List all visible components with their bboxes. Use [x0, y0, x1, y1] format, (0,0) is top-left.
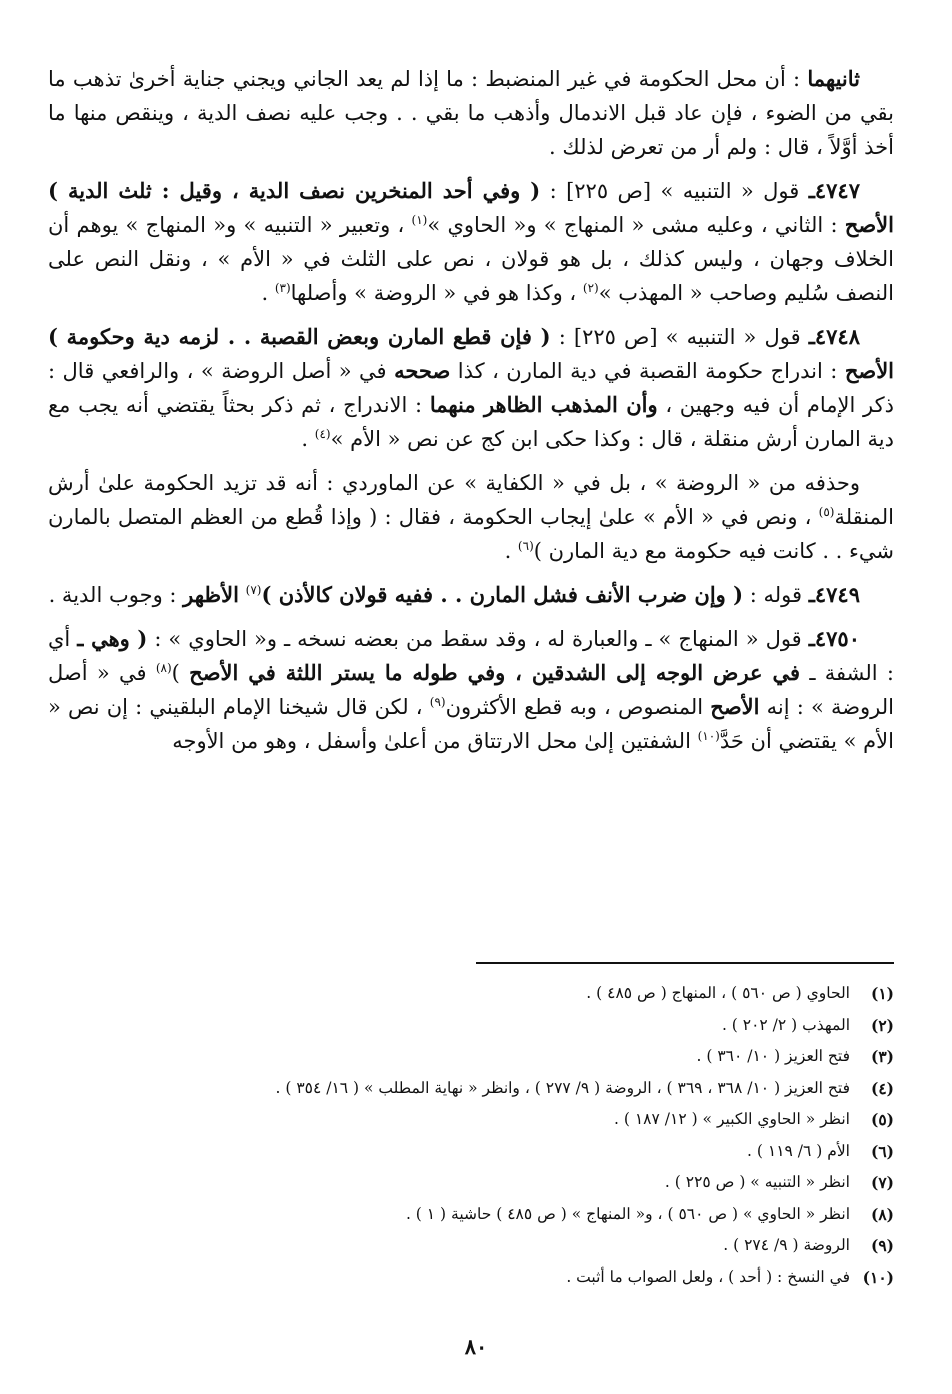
footnote [48, 1262, 894, 1294]
footnote-ref: (٤) [314, 427, 331, 441]
footnote-ref: (٨) [155, 661, 172, 675]
footnote-text: انظر « التنبيه » ( ص ٢٢٥ ) . [664, 1173, 850, 1191]
text-run: : الاندراج ، ثم ذكر بحثاً يقتضي أنه يجب مع دية المارن أرش منقلة ، قال : وكذا حكى ابن كج عن نص « الأم » [48, 393, 894, 451]
text-run: ، وتعبير « التنبيه » و« المنهاج » يوهم أن الخلاف وجهان ، وليس كذلك ، بل هو قولان ، نص على الثلث في « الأم » ، ونقل النص على النصف سُليم وصاحب « المهذب » [48, 213, 894, 305]
footnote-ref: (٣) [274, 281, 291, 295]
footnote-ref: (٦) [517, 539, 534, 553]
text-run: المنصوص ، وبه قطع الأكثرون [445, 695, 711, 719]
footnote-number: (٨) [870, 1204, 894, 1224]
footnote-ref: (٧) [245, 583, 262, 597]
footnotes [48, 978, 894, 1293]
page-number: ٨٠ [464, 1334, 488, 1359]
footnote [48, 1073, 894, 1105]
text-run: . [301, 427, 315, 451]
footnote-text: الأم ( ٦/ ١١٩ ) . [747, 1141, 850, 1160]
footnote-number: (٣) [870, 1047, 894, 1066]
paragraph [48, 174, 894, 310]
footnote [48, 1230, 894, 1262]
bold-text: ( وهي ـ [77, 626, 148, 651]
text-run: : أن محل الحكومة في غير المنضبط : ما إذا لم يعد الجاني ويجني جناية أخرىٰ تذهب ما بقي من الضوء ، فإن عاد قبل الاندمال وأذهب ما بقي . . وجب عليه نصف الدية ، وينقص منها ما أخذ أوَّلاً ، قال : ولم أر من تعرض لذلك . [48, 67, 894, 159]
text-run: في « أصل الروضة » ، والرافعي قال : ذكر الإمام أن فيه وجهين ، [48, 359, 894, 417]
text-run: : اندراج حكومة القصبة في دية المارن ، كذا [450, 359, 845, 383]
bold-text: ثانيهما [807, 66, 860, 91]
bold-text: الأصح [710, 694, 760, 719]
footnote-text: انظر « الحاوي الكبير » ( ١٢/ ١٨٧ ) . [614, 1110, 850, 1128]
footnote [48, 1199, 894, 1231]
footnote-ref: (٥) [818, 505, 835, 519]
footnote-separator [476, 962, 894, 964]
footnote-number: (٥) [870, 1110, 894, 1129]
text-run: قوله : [743, 583, 809, 607]
text-run: . [504, 539, 518, 563]
paragraph [48, 622, 894, 758]
text-run: ، لكن قال شيخنا الإمام البلقيني : إن نص « الأم » يقتضي أن حَدَّ [48, 695, 894, 753]
bold-text: ( وإن ضرب الأنف فشل المارن . . ففيه قولان كالأذن ) [261, 582, 744, 607]
bold-text: وأن المذهب الظاهر منهما [429, 392, 658, 417]
footnote [48, 1104, 894, 1136]
footnote-number: (٧) [870, 1173, 894, 1192]
bold-text: ٤٧٤٧ـ [808, 178, 860, 203]
footnote-number: (١) [870, 984, 894, 1003]
text-run: أي : الشفة ـ [48, 627, 894, 685]
footnote-number: (٢) [870, 1015, 894, 1035]
footnote-ref: (٩) [429, 695, 446, 709]
bold-text: ٤٧٤٨ـ [808, 324, 860, 349]
footnote [48, 1167, 894, 1199]
footnote-text: فتح العزيز ( ١٠/ ٣٦٨ ، ٣٦٩ ) ، الروضة ( ٩/ ٢٧٧ ) ، وانظر « نهاية المطلب » ( ١٦/ ٣٥٤ ) . [275, 1078, 850, 1097]
text-run: قول « التنبيه » [ص ٢٢٥] : [540, 179, 809, 203]
bold-text: ٤٧٥٠ـ [808, 626, 860, 651]
bold-text: ٤٧٤٩ـ [808, 582, 860, 607]
text-run: : وجوب الدية . [48, 583, 184, 607]
footnote-text: الروضة ( ٩/ ٢٧٤ ) . [723, 1236, 850, 1254]
text-run: قول « التنبيه » [ص ٢٢٥] : [550, 325, 809, 349]
footnote-number: (١٠) [862, 1267, 894, 1287]
footnote-ref: (١) [411, 213, 428, 227]
text-run: : الثاني ، وعليه مشى « المنهاج » و« الحاوي » [427, 213, 845, 237]
paragraph [48, 578, 894, 612]
footnote [48, 1041, 894, 1073]
bold-text: ( فإن قطع المارن وبعض القصبة . . لزمه دية وحكومة ) الأصح [48, 324, 895, 383]
footnote [48, 1010, 894, 1042]
text-run: . [261, 281, 275, 305]
footnote-number: (٤) [870, 1078, 894, 1098]
text-run: الشفتين إلىٰ محل الارتتاق من أعلىٰ وأسفل ، وهو من الأوجه [172, 729, 698, 753]
footnote-number: (٩) [870, 1236, 894, 1255]
footnote-ref: (١٠) [697, 729, 720, 743]
footnote [48, 978, 894, 1010]
paragraph [48, 62, 894, 164]
footnote-text: الحاوي ( ص ٥٦٠ ) ، المنهاج ( ص ٤٨٥ ) . [586, 984, 850, 1002]
footnote [48, 1136, 894, 1168]
bold-text: في عرض الوجه إلى الشدقين ، وفي طوله ما يستر اللثة في الأصح [189, 660, 801, 685]
paragraph [48, 466, 894, 568]
footnote-text: انظر « الحاوي » ( ص ٥٦٠ ) ، و« المنهاج » ( ص ٤٨٥ ) حاشية ( ١ ) . [405, 1204, 850, 1223]
paragraph [48, 320, 894, 456]
bold-text: صححه [394, 358, 451, 383]
text-run: ، ونص في « الأم » علىٰ إيجاب الحكومة ، فقال : ( وإذا قُطع من العظم المتصل بالمارن شيء . . كانت فيه حكومة مع دية المارن ) [48, 505, 894, 563]
text-run [239, 583, 246, 607]
footnote-number: (٦) [870, 1141, 894, 1161]
text-run: ) [171, 661, 190, 685]
bold-text: الأظهر [183, 582, 239, 607]
footnote-ref: (٢) [582, 281, 599, 295]
footnote-text: المهذب ( ٢/ ٢٠٢ ) . [721, 1015, 850, 1034]
bold-text: ( وفي أحد المنخرين نصف الدية ، وقيل : ثلث الدية ) الأصح [48, 178, 894, 237]
text-run: وحذفه من « الروضة » ، بل في « الكفاية » عن الماوردي : أنه قد تزيد الحكومة علىٰ أرش المنقلة [48, 471, 894, 529]
text-run: ، وكذا هو في « الروضة » وأصلها [290, 281, 583, 305]
main-text [48, 62, 894, 762]
footnote-text: في النسخ : ( أحد ) ، ولعل الصواب ما أثبت . [566, 1267, 850, 1286]
text-run: في « أصل الروضة » : إنه [48, 661, 894, 719]
text-run: قول « المنهاج » ـ والعبارة له ، وقد سقط من بعضه نسخه ـ و« الحاوي » : [147, 627, 809, 651]
footnote-text: فتح العزيز ( ١٠/ ٣٦٠ ) . [696, 1047, 850, 1065]
